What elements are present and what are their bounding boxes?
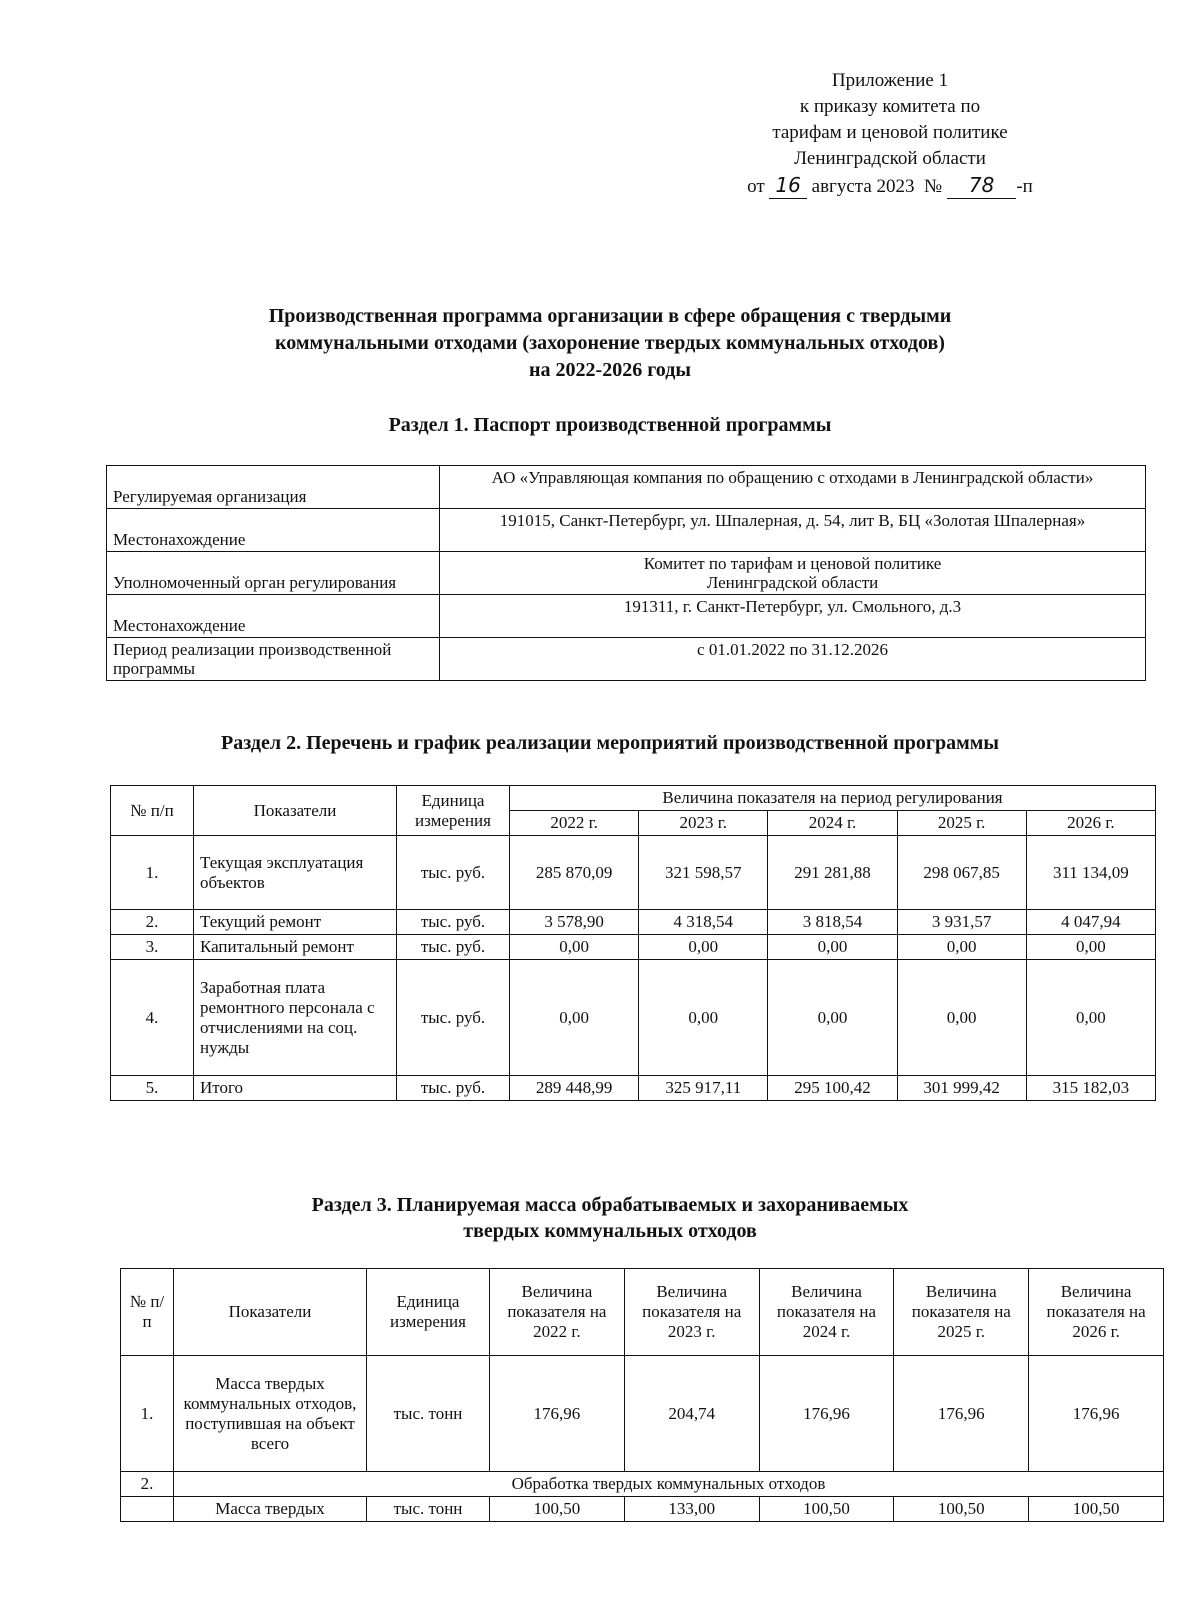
title-line: коммунальными отходами (захоронение твердых коммунальных отходов) [275,332,945,354]
row-value: 0,00 [897,935,1026,960]
row-value: 289 448,99 [510,1076,639,1101]
row-number [121,1497,174,1522]
date-month-year: августа 2023 [811,176,915,197]
appendix-line: Приложение 1 [831,70,949,91]
appendix-line: тарифам и ценовой политике [772,122,1008,143]
table-header-row [111,786,1156,811]
passport-label: Регулируемая организация [107,466,440,509]
row-value: 3 818,54 [768,910,897,935]
row-value: 100,50 [894,1497,1029,1522]
appendix-date-line [720,172,1060,200]
row-value: 298 067,85 [897,836,1026,910]
table-row [107,509,1146,552]
col-header-year: 2022 г. [510,811,639,836]
row-value: 0,00 [897,960,1026,1076]
col-header-unit: Единица измерения [367,1269,490,1356]
table-row [111,1076,1156,1101]
col-header-year: 2024 г. [768,811,897,836]
row-number: 3. [111,935,194,960]
table-row [107,466,1146,509]
section3-title [110,1192,1110,1244]
table-header-row [121,1269,1164,1356]
row-name: Текущий ремонт [194,910,397,935]
col-header-year: 2025 г. [897,811,1026,836]
passport-table [106,465,1146,681]
date-prefix: от [747,176,765,197]
table-row [121,1497,1164,1522]
col-header-name: Показатели [174,1269,367,1356]
row-unit: тыс. тонн [367,1356,490,1472]
col-header-name: Показатели [194,786,397,836]
passport-value: 191311, г. Санкт-Петербург, ул. Смольного, д.3 [440,595,1146,638]
table-row [111,836,1156,910]
row-value: 295 100,42 [768,1076,897,1101]
col-header-period: Величина показателя на период регулирования [510,786,1156,811]
section3-title-line: Раздел 3. Планируемая масса обрабатываемых и захораниваемых [311,1194,909,1216]
passport-value [440,552,1146,595]
number-suffix: -п [1016,176,1033,197]
passport-value: 191015, Санкт-Петербург, ул. Шпалерная, д. 54, лит В, БЦ «Золотая Шпалерная» [440,509,1146,552]
row-value: 176,96 [759,1356,894,1472]
document-title [150,303,1070,384]
appendix-block [720,68,1060,200]
row-unit: тыс. руб. [397,836,510,910]
col-header-unit: Единица измерения [397,786,510,836]
table-row [107,638,1146,681]
col-header-year: Величина показателя на 2022 г. [490,1269,625,1356]
row-unit: тыс. руб. [397,1076,510,1101]
col-header-no: № п/п [111,786,194,836]
passport-label: Местонахождение [107,595,440,638]
activities-table [110,785,1156,1101]
table-row [121,1356,1164,1472]
col-header-year: 2023 г. [639,811,768,836]
handwritten-number: 78 [947,172,1016,199]
row-value: 133,00 [624,1497,759,1522]
row-name: Масса твердых коммунальных отходов, поступившая на объект всего [174,1356,367,1472]
passport-value: с 01.01.2022 по 31.12.2026 [440,638,1146,681]
col-header-year: Величина показателя на 2025 г. [894,1269,1029,1356]
row-value: 204,74 [624,1356,759,1472]
row-value: 0,00 [768,935,897,960]
table-row [107,552,1146,595]
row-value: 0,00 [768,960,897,1076]
row-number: 1. [111,836,194,910]
row-value: 291 281,88 [768,836,897,910]
row-value: 100,50 [759,1497,894,1522]
row-value: 3 578,90 [510,910,639,935]
table-row [121,1472,1164,1497]
row-value: 100,50 [490,1497,625,1522]
row-number: 4. [111,960,194,1076]
row-name: Итого [194,1076,397,1101]
row-name: Капитальный ремонт [194,935,397,960]
row-value: 321 598,57 [639,836,768,910]
section2-title: Раздел 2. Перечень и график реализации мероприятий производственной программы [221,732,999,754]
section3-title-line: твердых коммунальных отходов [463,1220,757,1242]
row-unit: тыс. руб. [397,960,510,1076]
row-subheading: Обработка твердых коммунальных отходов [174,1472,1164,1497]
row-unit: тыс. руб. [397,910,510,935]
row-value: 0,00 [1026,960,1155,1076]
row-value: 311 134,09 [1026,836,1155,910]
section1-title: Раздел 1. Паспорт производственной программы [388,414,832,436]
row-value: 176,96 [490,1356,625,1472]
row-name: Масса твердых [174,1497,367,1522]
row-name: Текущая эксплуатация объектов [194,836,397,910]
row-value: 0,00 [1026,935,1155,960]
col-header-year: Величина показателя на 2024 г. [759,1269,894,1356]
passport-value-line: Ленинградской области [706,573,879,592]
row-value: 0,00 [639,960,768,1076]
row-value: 0,00 [510,935,639,960]
table-row [111,910,1156,935]
col-header-year: Величина показателя на 2026 г. [1029,1269,1164,1356]
passport-label: Местонахождение [107,509,440,552]
table-row [111,960,1156,1076]
title-line: Производственная программа организации в сфере обращения с твердыми [268,305,952,327]
table-row [111,935,1156,960]
col-header-no: № п/п [121,1269,174,1356]
row-name: Заработная плата ремонтного персонала с отчислениями на соц. нужды [194,960,397,1076]
row-unit: тыс. руб. [397,935,510,960]
row-number: 1. [121,1356,174,1472]
row-number: 2. [111,910,194,935]
passport-value-line: Комитет по тарифам и ценовой политике [643,554,942,573]
row-value: 0,00 [639,935,768,960]
number-sign: № [924,176,943,197]
appendix-line: Ленинградской области [794,148,986,169]
row-value: 3 931,57 [897,910,1026,935]
row-unit: тыс. тонн [367,1497,490,1522]
row-value: 0,00 [510,960,639,1076]
appendix-line: к приказу комитета по [799,96,981,117]
handwritten-day: 16 [769,172,806,199]
row-value: 100,50 [1029,1497,1164,1522]
waste-mass-table [120,1268,1164,1522]
title-line: на 2022-2026 годы [529,359,691,381]
row-value: 4 318,54 [639,910,768,935]
col-header-year: Величина показателя на 2023 г. [624,1269,759,1356]
row-value: 4 047,94 [1026,910,1155,935]
passport-value: АО «Управляющая компания по обращению с отходами в Ленинградской области» [440,466,1146,509]
passport-label: Уполномоченный орган регулирования [107,552,440,595]
table-row [107,595,1146,638]
passport-label: Период реализации производственной программы [107,638,440,681]
row-value: 301 999,42 [897,1076,1026,1101]
row-number: 2. [121,1472,174,1497]
col-header-year: 2026 г. [1026,811,1155,836]
row-value: 315 182,03 [1026,1076,1155,1101]
row-number: 5. [111,1076,194,1101]
row-value: 176,96 [894,1356,1029,1472]
row-value: 285 870,09 [510,836,639,910]
row-value: 325 917,11 [639,1076,768,1101]
row-value: 176,96 [1029,1356,1164,1472]
